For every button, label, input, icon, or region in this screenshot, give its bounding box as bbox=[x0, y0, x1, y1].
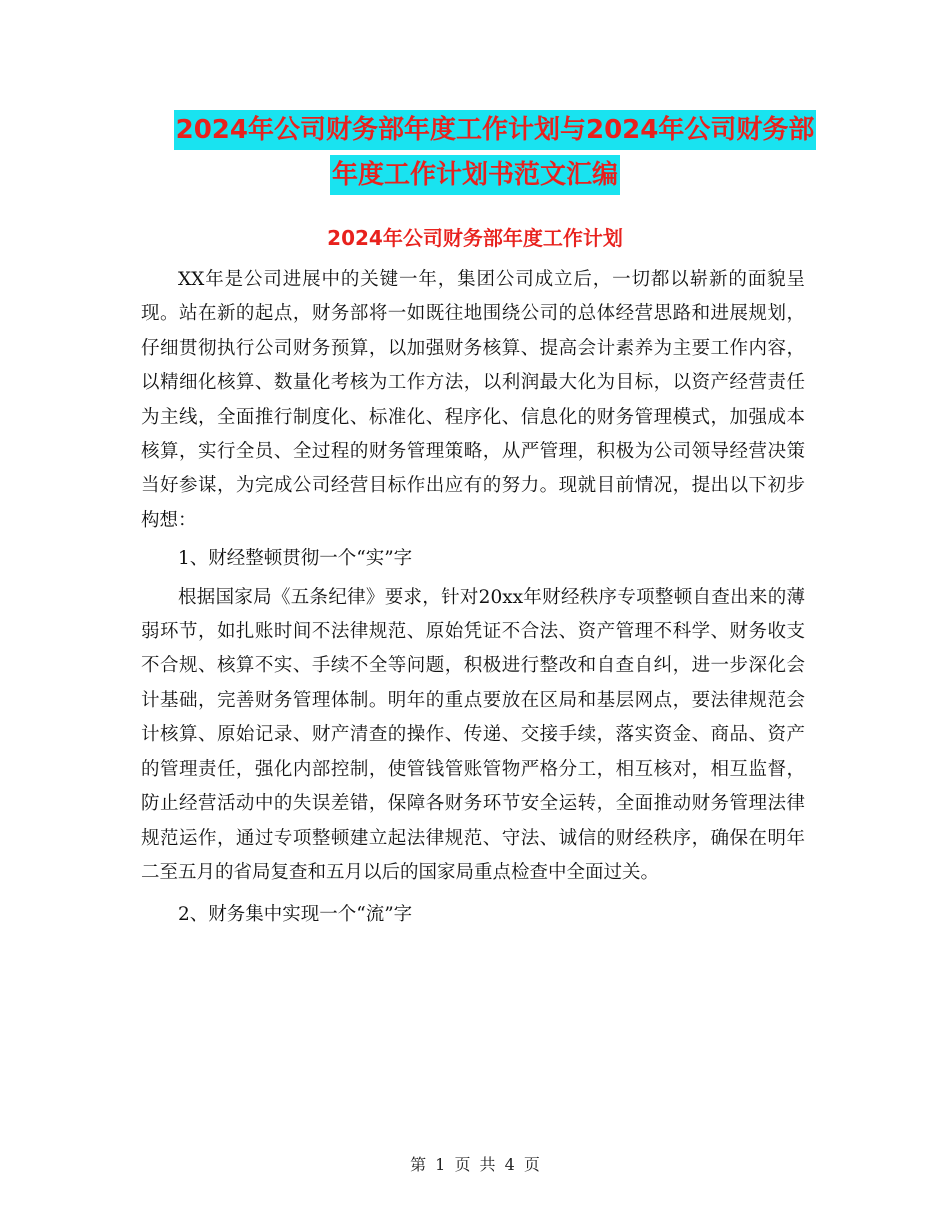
page-footer: 第 1 页 共 4 页 bbox=[410, 1155, 540, 1174]
paragraph-heading-2: 2、财务集中实现一个“流”字 bbox=[178, 904, 413, 926]
title-row-2 bbox=[0, 155, 950, 200]
paragraph-intro: XX年是公司进展中的关键一年，集团公司成立后，一切都以崭新的面貌呈现。站在新的起点，财务部将一如既往地围绕公司的总体经营思路和进展规划， 仔细贯彻执行公司财务预算，以加强财务核算、提高会计素养为主要工作内容，以精细化核算、数量化考核为工作方法，以利润最大化为目标，以资产经营责任为主线，全面推行制度化、标准化、程序化、信息化的财务管理模式，加强成本核算，实行全员、全过程的财务管理策略，从严管理，积极为公司领导经营决策当好参谋，为完成公司经营目标作出应有的努力。现就目前情况，提出以下初步构想： bbox=[141, 269, 805, 531]
title-line-1: 2024年公司财务部年度工作计划与2024年公司财务部 bbox=[174, 110, 817, 150]
title-row-1 bbox=[0, 110, 950, 155]
title-line-2: 年度工作计划书范文汇编 bbox=[330, 155, 620, 195]
section-heading: 2024年公司财务部年度工作计划 bbox=[327, 226, 623, 250]
document-body bbox=[141, 263, 805, 933]
paragraph-body-1: 根据国家局《五条纪律》要求，针对20xx年财经秩序专项整顿自查出来的薄弱环节，如扎账时间不法律规范、原始凭证不合法、资产管理不科学、财务收支不合规、核算不实、手续不全等问题，积极进行整改和自查自纠，进一步深化会计基础，完善财务管理体制。明年的重点要放在区局和基层网点，要法律规范会计核算、原始记录、财产清查的操作、传递、交接手续，落实资金、商品、资产的管理责任，强化内部控制，使管钱管账管物严格分工，相互核对，相互监督，防止经营活动中的失误差错，保障各财务环节安全运转，全面推动财务管理法律规范运作，通过专项整顿建立起法律规范、守法、诚信的财经秩序，确保在明年二至五月的省局复查和五月以后的国家局重点检查中全面过关。 bbox=[141, 586, 805, 883]
document-title bbox=[0, 110, 950, 200]
paragraph-heading-1: 1、财经整顿贯彻一个“实”字 bbox=[178, 548, 413, 570]
